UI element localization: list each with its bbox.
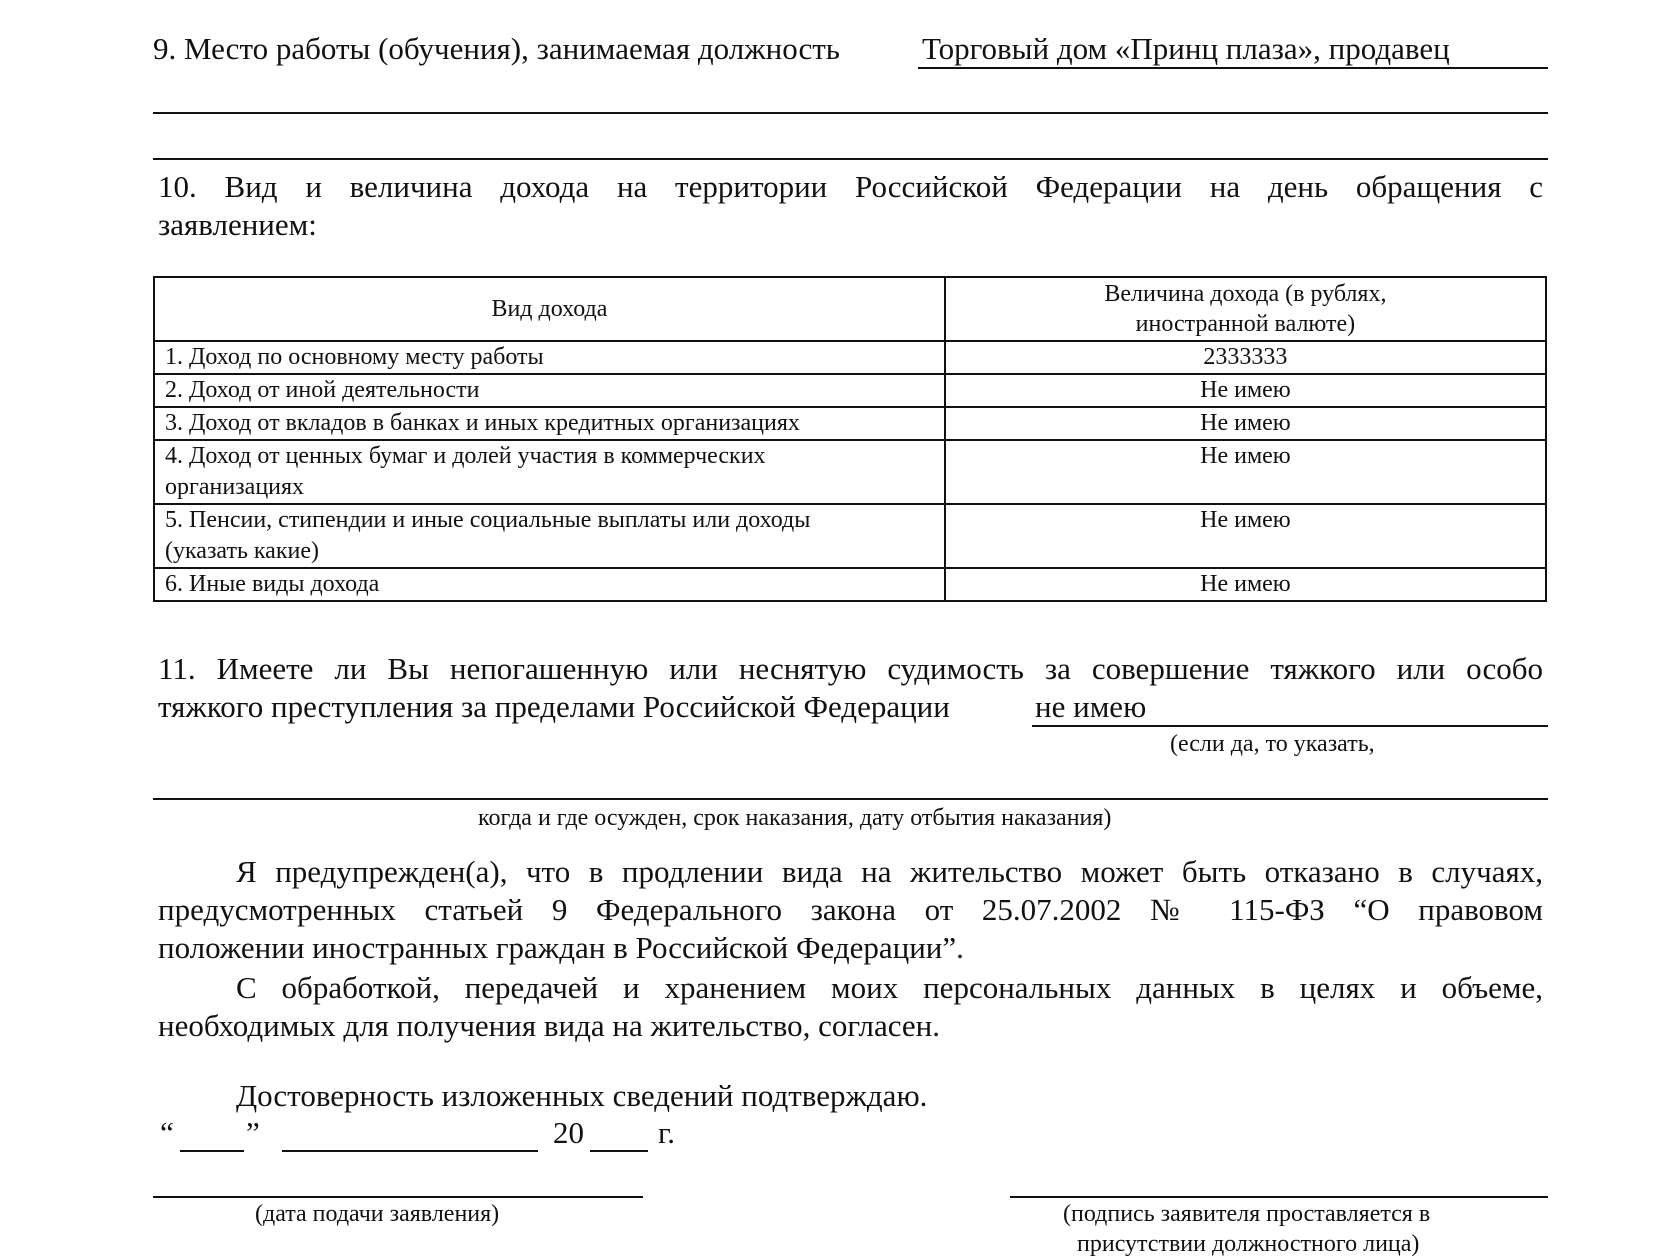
warning-line2: предусмотренных статьей 9 Федерального закона от 25.07.2002 № 115-ФЗ “О правовом: [158, 892, 1543, 927]
consent-line2: необходимых для получения вида на жительство, согласен.: [158, 1008, 940, 1043]
confirm-statement: Достоверность изложенных сведений подтверждаю.: [236, 1078, 928, 1113]
year-blank[interactable]: [590, 1150, 648, 1152]
income-amount-header: [945, 277, 1546, 341]
item11-question-line2: тяжкого преступления за пределами Российской Федерации: [158, 689, 950, 724]
income-type-cell: 3. Доход от вкладов в банках и иных кредитных организациях: [154, 407, 945, 440]
table-row: [154, 374, 1546, 407]
item11-hint-line2: когда и где осужден, срок наказания, дату отбытия наказания): [478, 805, 1112, 831]
year-suffix: г.: [658, 1115, 675, 1150]
item11-answer-underline: [1032, 725, 1548, 727]
quote-close: ”: [246, 1115, 260, 1150]
income-type-line1: 4. Доход от ценных бумаг и долей участия в коммерческих: [165, 443, 766, 469]
month-blank[interactable]: [282, 1150, 538, 1152]
item9-blank-line-1[interactable]: [153, 112, 1548, 114]
signature-caption-line2: присутствии должностного лица): [1077, 1231, 1420, 1257]
income-type-cell: 1. Доход по основному месту работы: [154, 341, 945, 374]
item9-value[interactable]: Торговый дом «Принц плаза», продавец: [922, 31, 1450, 66]
income-type-line2: организациях: [165, 474, 305, 500]
income-amount-header-line1: Величина дохода (в рублях,: [1104, 281, 1387, 307]
income-table: [153, 276, 1547, 602]
table-row: [154, 504, 1546, 568]
signature-caption-line1: (подпись заявителя проставляется в: [1063, 1201, 1431, 1227]
date-caption: (дата подачи заявления): [255, 1201, 500, 1227]
item11-question-line1: 11. Имеете ли Вы непогашенную или неснятую судимость за совершение тяжкого или особо: [158, 651, 1543, 686]
warning-line3: положении иностранных граждан в Российской Федерации”.: [158, 930, 964, 965]
consent-line1: С обработкой, передачей и хранением моих персональных данных в целях и объеме,: [236, 970, 1543, 1005]
income-type-header: Вид дохода: [154, 277, 945, 341]
income-amount-cell[interactable]: Не имею: [945, 568, 1546, 601]
income-type-cell: [154, 504, 945, 568]
table-row: [154, 407, 1546, 440]
item10-heading-line2: заявлением:: [158, 207, 317, 242]
item11-details-line[interactable]: [153, 798, 1548, 800]
table-row: [154, 568, 1546, 601]
signature-line[interactable]: [1010, 1196, 1548, 1198]
table-row: [154, 341, 1546, 374]
income-amount-cell[interactable]: Не имею: [945, 440, 1546, 504]
income-type-cell: [154, 440, 945, 504]
item9-value-underline: [918, 67, 1548, 69]
year-prefix: 20: [553, 1115, 584, 1150]
income-table-header-row: [154, 277, 1546, 341]
day-blank[interactable]: [180, 1150, 244, 1152]
quote-open: “: [160, 1115, 174, 1150]
item9-blank-line-2[interactable]: [153, 158, 1548, 160]
income-amount-cell[interactable]: Не имею: [945, 374, 1546, 407]
income-type-line2: (указать какие): [165, 538, 319, 564]
item11-hint-line1: (если да, то указать,: [1170, 731, 1375, 757]
item11-answer[interactable]: не имею: [1035, 689, 1147, 724]
warning-line1: Я предупрежден(а), что в продлении вида на жительство может быть отказано в случаях,: [236, 854, 1543, 889]
income-amount-cell[interactable]: Не имею: [945, 407, 1546, 440]
income-amount-cell[interactable]: Не имею: [945, 504, 1546, 568]
income-amount-header-line2: иностранной валюте): [1135, 311, 1356, 337]
income-type-cell: 6. Иные виды дохода: [154, 568, 945, 601]
income-amount-cell[interactable]: 2333333: [945, 341, 1546, 374]
item10-heading-line1: 10. Вид и величина дохода на территории Российской Федерации на день обращения с: [158, 169, 1543, 204]
item9-label: 9. Место работы (обучения), занимаемая должность: [153, 31, 840, 66]
table-row: [154, 440, 1546, 504]
date-line[interactable]: [153, 1196, 643, 1198]
income-type-cell: 2. Доход от иной деятельности: [154, 374, 945, 407]
income-type-line1: 5. Пенсии, стипендии и иные социальные выплаты или доходы: [165, 507, 811, 533]
